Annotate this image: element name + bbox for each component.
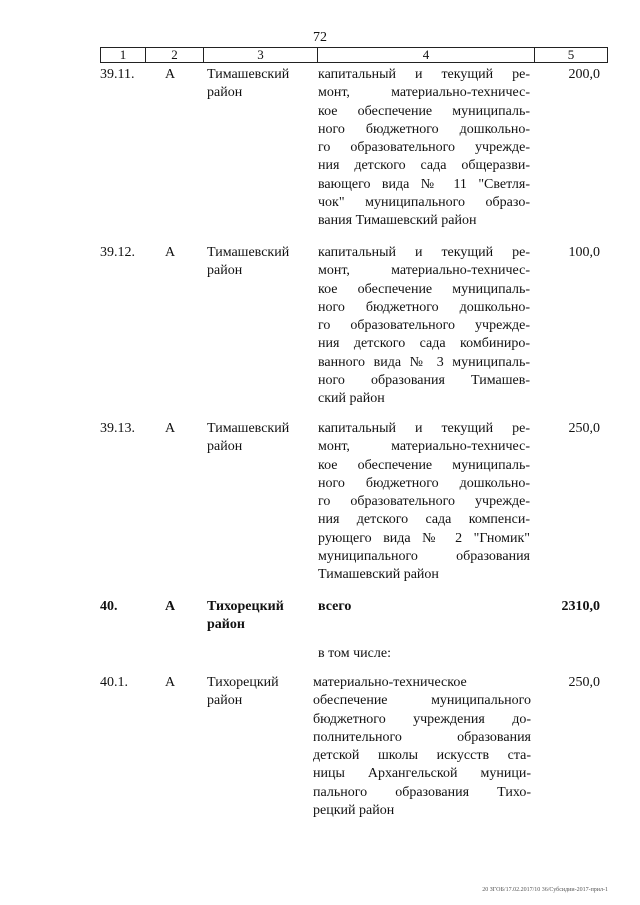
description-line: ский район (318, 391, 385, 407)
description-line: ния детского сада компенси- (318, 512, 530, 528)
description-line: всего (318, 599, 352, 614)
description-line: го образовательного учрежде- (318, 318, 530, 334)
description-line: ного бюджетного дошкольно- (318, 475, 530, 491)
row-amount: 100,0 (568, 245, 600, 260)
header-cell-3: 3 (203, 47, 318, 63)
row-amount: 200,0 (568, 67, 600, 82)
row-number: 40.1. (100, 675, 128, 690)
description-line: материально-техническое (313, 675, 467, 690)
in-total-note: в том числе: (318, 646, 391, 661)
row-number: 39.12. (100, 245, 135, 260)
description-line: ного бюджетного дошкольно- (318, 121, 530, 137)
description-line: кое обеспечение муниципаль- (318, 457, 530, 473)
table-header (100, 47, 608, 63)
row-description (318, 598, 530, 616)
description-line: полнительного образования (313, 729, 531, 745)
header-cell-2: 2 (145, 47, 204, 63)
description-line: ванного вида № 3 муниципаль- (318, 354, 530, 370)
description-line: ницы Архангельской муници- (313, 766, 531, 782)
header-cell-5: 5 (534, 47, 608, 63)
description-line: го образовательного учрежде- (318, 140, 530, 156)
row-amount: 2310,0 (561, 599, 600, 614)
description-line: капитальный и текущий ре- (318, 67, 530, 82)
row-number: 39.11. (100, 67, 135, 82)
row-type: А (165, 675, 176, 690)
row-district: Тимашевский район (207, 67, 290, 101)
description-line: детской школы искусств ста- (313, 748, 531, 764)
description-line: бюджетного учреждения до- (313, 711, 531, 727)
description-line: ного бюджетного дошкольно- (318, 299, 530, 315)
row-amount: 250,0 (568, 421, 600, 436)
description-line: ния детского сада общеразви- (318, 158, 530, 174)
description-line: чок" муниципального образо- (318, 195, 530, 211)
header-cell-1: 1 (100, 47, 146, 63)
row-type: А (165, 67, 176, 82)
header-cell-4: 4 (317, 47, 535, 63)
row-district: Тимашевский район (207, 245, 290, 279)
row-description (318, 244, 530, 409)
description-line: кое обеспечение муниципаль- (318, 103, 530, 119)
row-district: Тихорецкий район (207, 599, 284, 633)
description-line: ния детского сада комбиниро- (318, 336, 530, 352)
row-description (313, 674, 531, 820)
row-number: 40. (100, 599, 118, 614)
description-line: го образовательного учрежде- (318, 494, 530, 510)
description-line: кое обеспечение муниципаль- (318, 281, 530, 297)
row-type: А (165, 421, 176, 436)
description-line: капитальный и текущий ре- (318, 421, 530, 436)
description-line: вания Тимашевский район (318, 213, 477, 229)
row-description (318, 66, 530, 231)
row-description (318, 420, 530, 585)
description-line: рующего вида № 2 "Гномик" (318, 530, 530, 546)
description-line: монт, материально-техничес- (318, 85, 530, 101)
row-number: 39.13. (100, 421, 135, 436)
description-line: обеспечение муниципального (313, 693, 531, 709)
description-line: ного образования Тимашев- (318, 373, 530, 389)
row-amount: 250,0 (568, 675, 600, 690)
row-type: А (165, 599, 176, 614)
document-footer: 20 ЗГОБ/17.02.2017/10 36/Субсидии-2017-прил-1 (482, 887, 608, 893)
description-line: монт, материально-техничес- (318, 263, 530, 279)
page-number: 72 (313, 30, 327, 45)
description-line: Тимашевский район (318, 567, 439, 583)
description-line: капитальный и текущий ре- (318, 245, 530, 260)
description-line: муниципального образования (318, 549, 530, 565)
description-line: вающего вида № 11 "Светля- (318, 176, 530, 192)
row-type: А (165, 245, 176, 260)
description-line: пального образования Тихо- (313, 784, 531, 800)
row-district: Тимашевский район (207, 421, 290, 455)
row-district: Тихорецкий район (207, 675, 279, 709)
description-line: монт, материально-техничес- (318, 439, 530, 455)
description-line: рецкий район (313, 803, 395, 819)
